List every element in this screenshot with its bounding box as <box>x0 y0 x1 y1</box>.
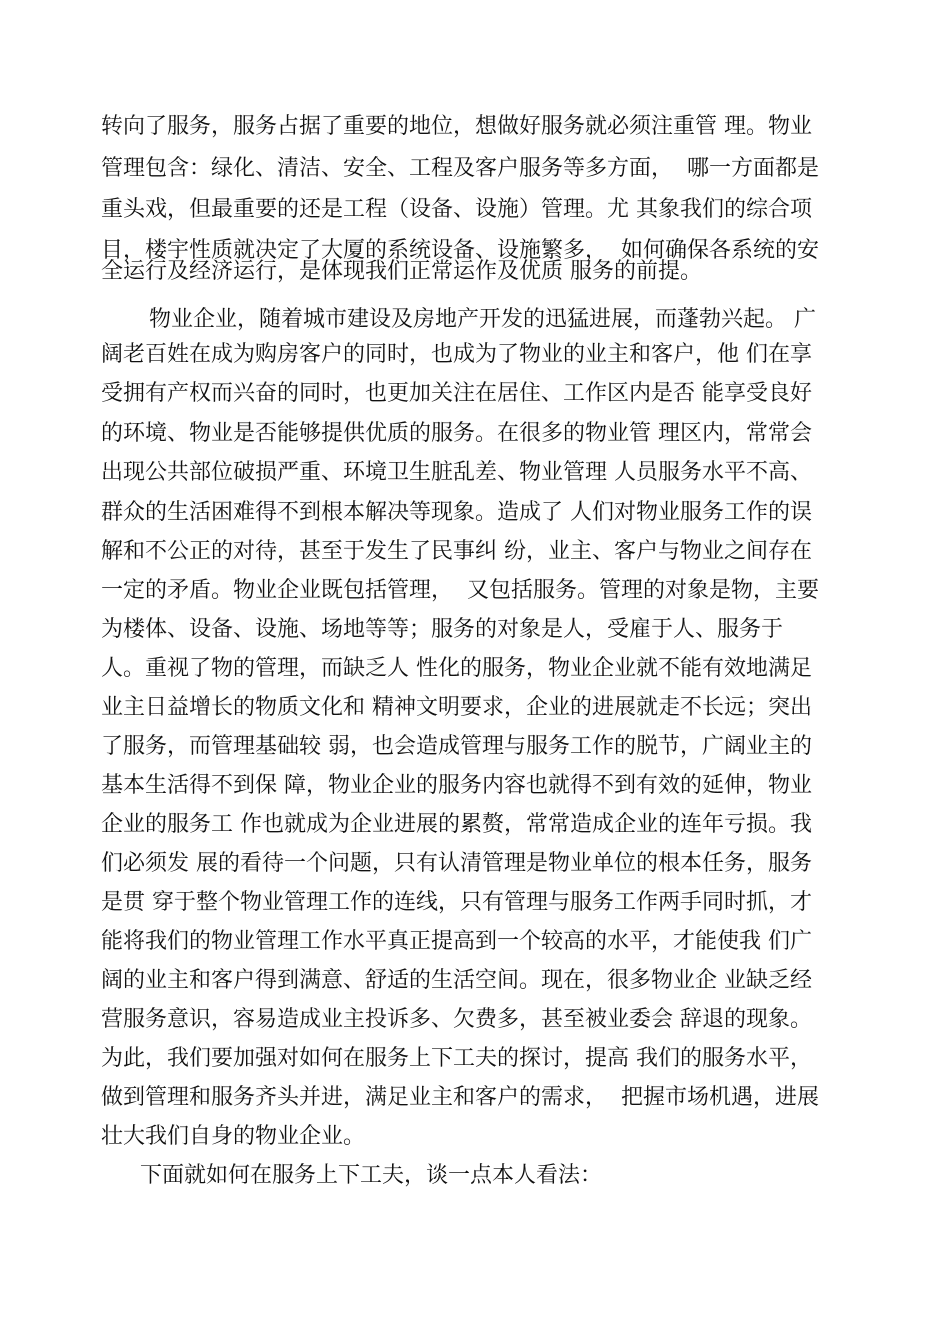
text-line: 基本生活得不到保 障，物业企业的服务内容也就得不到有效的延伸，物业 <box>101 773 812 798</box>
text-line: 能将我们的物业管理工作水平真正提高到一个较高的水平，才能使我 们广 <box>101 929 812 954</box>
text-line: 重头戏，但最重要的还是工程（设备、设施）管理。尤 其象我们的综合项 <box>101 197 812 222</box>
text-line: 是贯 穿于整个物业管理工作的连线，只有管理与服务工作两手同时抓，才 <box>101 890 812 915</box>
text-line: 阔老百姓在成为购房客户的同时，也成为了物业的业主和客户，他 们在享 <box>101 342 812 367</box>
text-line: 业主日益增长的物质文化和 精神文明要求，企业的进展就走不长远；突出 <box>101 695 812 720</box>
text-line: 目，楼宇性质就决定了大厦的系统设备、设施繁多， 如何确保各系统的安 <box>101 238 819 263</box>
text-line: 解和不公正的对待，甚至于发生了民事纠 纷，业主、客户与物业之间存在 <box>101 539 812 564</box>
text-line: 下面就如何在服务上下工夫，谈一点本人看法： <box>140 1163 603 1188</box>
text-line: 的环境、物业是否能够提供优质的服务。在很多的物业管 理区内，常常会 <box>101 421 812 446</box>
text-line: 出现公共部位破损严重、环境卫生脏乱差、物业管理 人员服务水平不高、 <box>101 460 812 485</box>
text-line: 为此，我们要加强对如何在服务上下工夫的探讨，提高 我们的服务水平， <box>101 1046 812 1071</box>
text-line: 受拥有产权而兴奋的同时，也更加关注在居住、工作区内是否 能享受良好 <box>101 381 812 406</box>
text-line: 们必须发 展的看待一个问题，只有认清管理是物业单位的根本任务，服务 <box>101 851 812 876</box>
text-line: 一定的矛盾。物业企业既包括管理， 又包括服务。管理的对象是物，主要 <box>101 578 819 603</box>
text-line: 营服务意识，容易造成业主投诉多、欠费多，甚至被业委会 辞退的现象。 <box>101 1007 812 1032</box>
text-line: 物业企业，随着城市建设及房地产开发的迅猛进展，而蓬勃兴起。 广 <box>149 307 816 332</box>
text-line: 壮大我们自身的物业企业。 <box>101 1124 366 1149</box>
text-line: 管理包含：绿化、清洁、安全、工程及客户服务等多方面， 哪一方面都是 <box>101 156 819 181</box>
text-line: 为楼体、设备、设施、场地等等；服务的对象是人，受雇于人、服务于 <box>101 617 784 642</box>
text-line: 转向了服务，服务占据了重要的地位，想做好服务就必须注重管 理。物业 <box>101 114 812 139</box>
text-line: 全运行及经济运行，是体现我们正常运作及优质 服务的前提。 <box>101 259 702 284</box>
text-line: 了服务，而管理基础较 弱，也会造成管理与服务工作的脱节，广阔业主的 <box>101 734 812 759</box>
text-line: 企业的服务工 作也就成为企业进展的累赘，常常造成企业的连年亏损。我 <box>101 812 812 837</box>
text-line: 做到管理和服务齐头并进，满足业主和客户的需求， 把握市场机遇，进展 <box>101 1085 819 1110</box>
text-line: 阔的业主和客户得到满意、舒适的生活空间。现在，很多物业企 业缺乏经 <box>101 968 812 993</box>
text-line: 群众的生活困难得不到根本解决等现象。造成了 人们对物业服务工作的误 <box>101 500 812 525</box>
text-line: 人。重视了物的管理，而缺乏人 性化的服务，物业企业就不能有效地满足 <box>101 656 812 681</box>
